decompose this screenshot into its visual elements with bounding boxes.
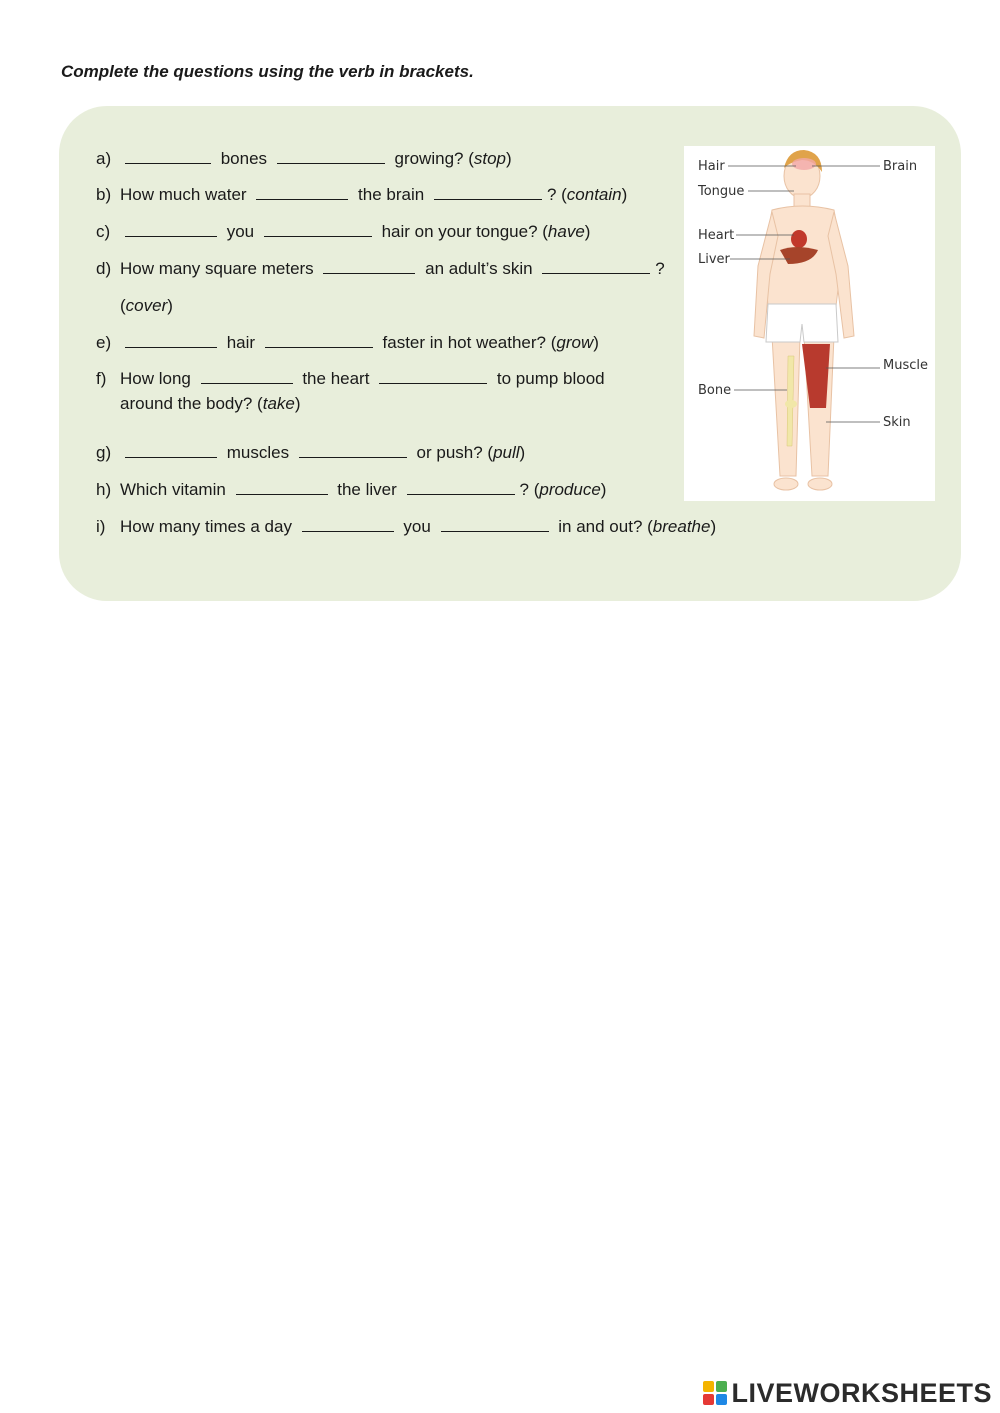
label-brain: Brain [883, 159, 918, 174]
verb-hint: have [547, 222, 585, 241]
question-f: f) How long the heart to pump blood [96, 366, 605, 391]
question-d: d) How many square meters an adult’s skin ? [96, 256, 665, 281]
answer-blank-2[interactable] [379, 369, 487, 384]
verb-hint: stop [473, 149, 507, 168]
answer-blank-1[interactable] [125, 149, 211, 164]
question-label: e) [96, 333, 112, 352]
question-b: b) How much water the brain ? (contain) [96, 182, 627, 207]
instruction-heading: Complete the questions using the verb in brackets. [61, 62, 474, 81]
question-c: c) you hair on your tongue? (have) [96, 219, 590, 244]
question-label: i) [96, 517, 106, 536]
answer-blank-2[interactable] [434, 185, 542, 200]
knee-shape [785, 400, 797, 408]
answer-blank-2[interactable] [264, 222, 372, 237]
question-f-continued: around the body? (take) [120, 394, 301, 413]
question-label: d) [96, 259, 112, 278]
verb-hint: grow [556, 333, 594, 352]
question-d-continued: (cover) [120, 296, 173, 315]
answer-blank-1[interactable] [125, 443, 217, 458]
label-bone: Bone [698, 383, 732, 398]
question-g: g) muscles or push? (pull) [96, 440, 525, 465]
liveworksheets-logo[interactable] [703, 1376, 992, 1410]
verb-hint: pull [493, 443, 520, 462]
label-liver: Liver [698, 252, 730, 267]
answer-blank-2[interactable] [542, 259, 650, 274]
verb-hint: produce [539, 480, 601, 499]
muscle-shape [802, 344, 830, 408]
verb-hint: contain [566, 185, 622, 204]
body-illustration [684, 146, 935, 501]
question-label: c) [96, 222, 111, 241]
answer-blank-1[interactable] [236, 480, 328, 495]
answer-blank-2[interactable] [265, 333, 373, 348]
verb-hint: take [262, 394, 295, 413]
answer-blank-2[interactable] [441, 517, 549, 532]
shorts-shape [766, 304, 838, 342]
label-skin: Skin [883, 415, 911, 430]
answer-blank-2[interactable] [277, 149, 385, 164]
question-h: h) Which vitamin the liver ? (produce) [96, 477, 606, 502]
brain-shape [792, 158, 816, 170]
answer-blank-1[interactable] [201, 369, 293, 384]
label-tongue: Tongue [698, 184, 745, 199]
human-body-diagram [684, 146, 935, 501]
question-label: a) [96, 149, 112, 168]
logo-block [716, 1381, 727, 1392]
question-a: a) bones growing? (stop) [96, 146, 512, 171]
answer-blank-1[interactable] [125, 222, 217, 237]
logo-text: LIVEWORKSHEETS [731, 1377, 992, 1408]
label-hair: Hair [698, 159, 725, 174]
question-i: i) How many times a day you in and out? (breathe) [96, 514, 716, 539]
answer-blank-1[interactable] [323, 259, 415, 274]
question-label: h) [96, 480, 112, 499]
answer-blank-1[interactable] [256, 185, 348, 200]
answer-blank-1[interactable] [125, 333, 217, 348]
label-muscle: Muscle [883, 358, 928, 373]
question-label: b) [96, 185, 112, 204]
answer-blank-2[interactable] [299, 443, 407, 458]
heart-shape [791, 230, 807, 248]
logo-block [703, 1394, 714, 1405]
question-label: g) [96, 443, 112, 462]
verb-hint: cover [125, 296, 168, 315]
logo-block [716, 1394, 727, 1405]
logo-blocks-icon [703, 1381, 727, 1405]
question-e: e) hair faster in hot weather? (grow) [96, 330, 599, 355]
answer-blank-1[interactable] [302, 517, 394, 532]
verb-hint: breathe [652, 517, 711, 536]
answer-blank-2[interactable] [407, 480, 515, 495]
label-heart: Heart [698, 228, 735, 243]
logo-block [703, 1381, 714, 1392]
question-label: f) [96, 369, 107, 388]
